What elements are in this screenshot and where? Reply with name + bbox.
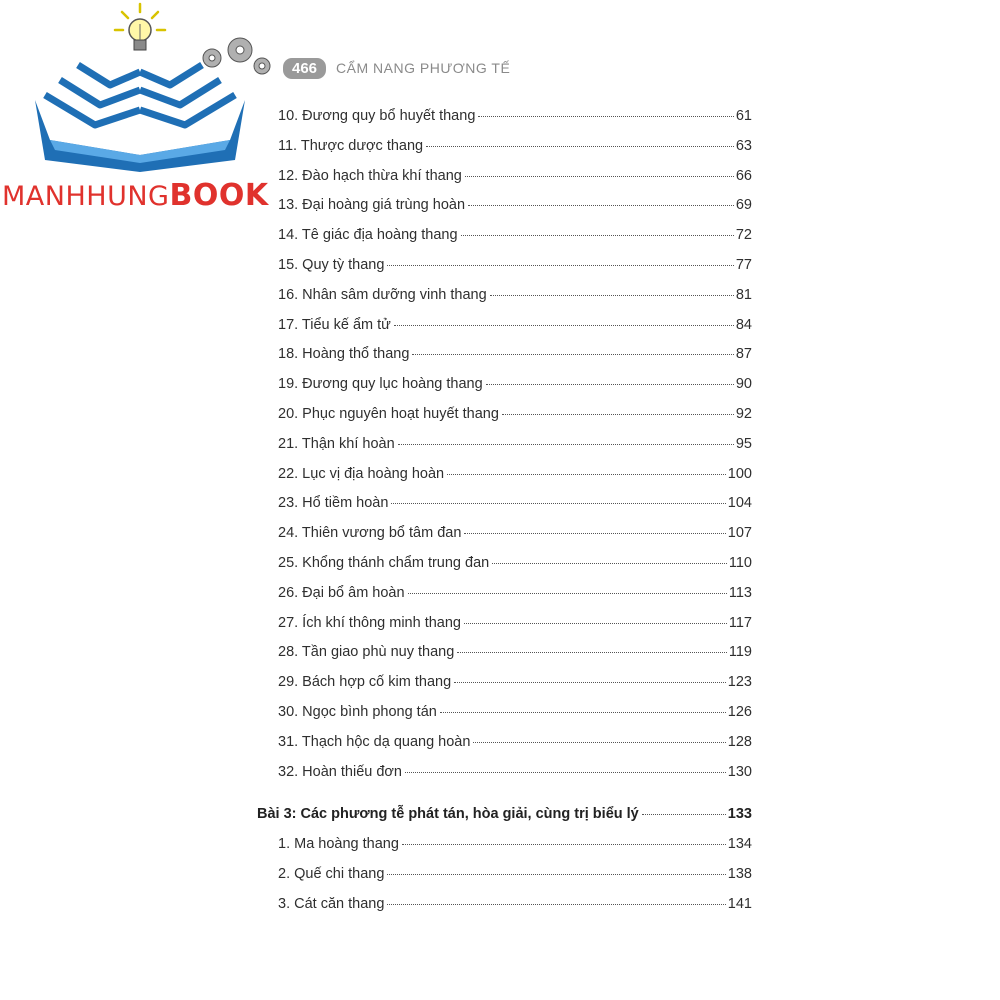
toc-entry-title: 30. Ngọc bình phong tán bbox=[278, 704, 437, 720]
toc-entry-title: 22. Lục vị địa hoàng hoàn bbox=[278, 465, 445, 482]
toc-entry-page: 119 bbox=[728, 644, 752, 661]
toc-entry-page: 84 bbox=[735, 316, 752, 333]
toc-entry-title: 13. Đại hoàng giá trùng hoàn bbox=[278, 197, 466, 214]
toc-entry bbox=[278, 495, 752, 511]
dot-leader bbox=[391, 503, 725, 504]
toc-entry-title: 28. Tần giao phù nuy thang bbox=[278, 644, 455, 661]
toc-entry-page: 81 bbox=[735, 286, 752, 303]
toc-entry-page: 128 bbox=[727, 733, 752, 750]
toc-entry bbox=[278, 615, 752, 631]
toc-entry bbox=[278, 317, 752, 333]
dot-leader bbox=[468, 205, 734, 206]
toc-entry-page: 69 bbox=[735, 197, 752, 214]
toc-entry-page: 134 bbox=[727, 836, 752, 852]
toc-entry-title: 10. Đương quy bổ huyết thang bbox=[278, 108, 476, 124]
toc-entry-title: 19. Đương quy lục hoàng thang bbox=[278, 376, 483, 393]
toc-entry-page: 110 bbox=[728, 555, 752, 571]
toc-entry-page: 141 bbox=[727, 896, 752, 912]
toc-entry-title: 23. Hổ tiềm hoàn bbox=[278, 495, 389, 512]
toc-entry-title: 32. Hoàn thiếu đơn bbox=[278, 763, 402, 780]
toc-entry-page: 95 bbox=[735, 435, 752, 452]
dot-leader bbox=[473, 742, 725, 743]
dot-leader bbox=[464, 623, 727, 624]
toc-entry-page: 92 bbox=[735, 406, 752, 422]
toc-entry bbox=[278, 644, 752, 660]
toc-entry bbox=[278, 734, 752, 750]
dot-leader bbox=[490, 295, 734, 296]
dot-leader bbox=[440, 712, 726, 713]
toc-entry bbox=[278, 227, 752, 243]
toc-entry bbox=[278, 466, 752, 482]
toc-entry-title: 21. Thận khí hoàn bbox=[278, 435, 395, 452]
dot-leader bbox=[426, 146, 734, 147]
toc-entry-title: 11. Thược dược thang bbox=[278, 137, 424, 154]
toc-entry-title: 15. Quy tỳ thang bbox=[278, 257, 385, 273]
toc-entry-page: 123 bbox=[727, 674, 752, 691]
toc-entry-title: 3. Cát căn thang bbox=[278, 896, 385, 912]
toc-entry-page: 107 bbox=[727, 525, 752, 542]
dot-leader bbox=[457, 652, 727, 653]
toc-entry-title: 29. Bách hợp cố kim thang bbox=[278, 674, 452, 691]
toc-entry bbox=[278, 764, 752, 780]
toc-entry bbox=[278, 108, 752, 124]
dot-leader bbox=[461, 235, 734, 236]
toc-entry-title: 2. Quế chi thang bbox=[278, 866, 385, 882]
toc-entry-page: 138 bbox=[727, 866, 752, 882]
toc-entry-title: 24. Thiên vương bổ tâm đan bbox=[278, 525, 462, 542]
toc-entry-title: 27. Ích khí thông minh thang bbox=[278, 614, 461, 631]
toc-entry-title: 12. Đào hạch thừa khí thang bbox=[278, 167, 462, 184]
toc-entry-title: 26. Đại bổ âm hoàn bbox=[278, 584, 405, 601]
light-bulb-icon bbox=[115, 4, 165, 50]
dot-leader bbox=[502, 414, 734, 415]
dot-leader bbox=[492, 563, 727, 564]
toc-entry-title: 18. Hoàng thổ thang bbox=[278, 346, 410, 363]
toc-entry bbox=[278, 836, 752, 852]
open-book-icon bbox=[0, 0, 290, 180]
toc-entry bbox=[278, 674, 752, 690]
dot-leader bbox=[465, 176, 734, 177]
toc-entry-title: 25. Khổng thánh chẩm trung đan bbox=[278, 555, 490, 571]
toc-entry-page: 61 bbox=[735, 108, 752, 124]
manhhung-book-logo bbox=[0, 0, 290, 230]
toc-entry bbox=[278, 168, 752, 184]
dot-leader bbox=[405, 772, 726, 773]
brand-name-left: MANHHUNG bbox=[2, 181, 170, 212]
toc-entry bbox=[278, 197, 752, 213]
dot-leader bbox=[486, 384, 734, 385]
toc-entry bbox=[278, 138, 752, 154]
toc-entry-title: 16. Nhân sâm dưỡng vinh thang bbox=[278, 286, 487, 303]
dot-leader bbox=[387, 874, 725, 875]
toc-entry bbox=[278, 376, 752, 392]
dot-leader bbox=[408, 593, 727, 594]
toc-entry-title: 14. Tê giác địa hoàng thang bbox=[278, 227, 458, 244]
dot-leader bbox=[642, 814, 726, 815]
toc-entry-title: 31. Thạch hộc dạ quang hoàn bbox=[278, 733, 471, 750]
toc-section-heading bbox=[257, 806, 752, 822]
toc-entry-page: 77 bbox=[735, 257, 752, 273]
running-header bbox=[283, 55, 510, 81]
dot-leader bbox=[387, 904, 725, 905]
dot-leader bbox=[394, 325, 734, 326]
toc-entry bbox=[278, 866, 752, 882]
toc-entry-page: 63 bbox=[735, 137, 752, 154]
toc-entry-page: 130 bbox=[727, 763, 752, 780]
toc-entry bbox=[278, 704, 752, 720]
dot-leader bbox=[464, 533, 725, 534]
toc-entry bbox=[278, 406, 752, 422]
dot-leader bbox=[478, 116, 733, 117]
toc-entry-page: 133 bbox=[727, 806, 752, 822]
toc-entry-title: 1. Ma hoàng thang bbox=[278, 836, 399, 852]
book-title: CẨM NANG PHƯƠNG TẾ bbox=[336, 60, 511, 76]
toc-entry-page: 100 bbox=[727, 465, 752, 482]
toc-entry-page: 90 bbox=[735, 376, 752, 393]
toc-entry-title: 17. Tiểu kế ẩm tử bbox=[278, 316, 391, 333]
toc-entry bbox=[278, 257, 752, 273]
dot-leader bbox=[402, 844, 726, 845]
dot-leader bbox=[398, 444, 734, 445]
toc-entry bbox=[278, 555, 752, 571]
toc-entry-page: 104 bbox=[727, 495, 752, 512]
toc-entry bbox=[278, 525, 752, 541]
toc-entry-title: Bài 3: Các phương tễ phát tán, hòa giải, cùng trị biểu lý bbox=[257, 806, 639, 822]
brand-name-right: BOOK bbox=[169, 178, 269, 213]
dot-leader bbox=[387, 265, 733, 266]
dot-leader bbox=[447, 474, 726, 475]
toc-entry bbox=[278, 436, 752, 452]
toc-entry bbox=[278, 287, 752, 303]
page-number-badge: 466 bbox=[283, 58, 326, 79]
dot-leader bbox=[412, 354, 733, 355]
toc-entry bbox=[278, 585, 752, 601]
toc-entry-page: 87 bbox=[735, 346, 752, 363]
dot-leader bbox=[454, 682, 726, 683]
toc-entry-page: 126 bbox=[727, 704, 752, 720]
toc-entry-page: 117 bbox=[728, 614, 752, 631]
gears-icon bbox=[203, 38, 270, 74]
toc-entry-page: 113 bbox=[728, 584, 752, 601]
toc-entry-page: 66 bbox=[735, 167, 752, 184]
toc-entry-title: 20. Phục nguyên hoạt huyết thang bbox=[278, 406, 499, 422]
toc-entry bbox=[278, 896, 752, 912]
toc-entry bbox=[278, 346, 752, 362]
brand-name bbox=[2, 178, 269, 213]
toc-entry-page: 72 bbox=[735, 227, 752, 244]
